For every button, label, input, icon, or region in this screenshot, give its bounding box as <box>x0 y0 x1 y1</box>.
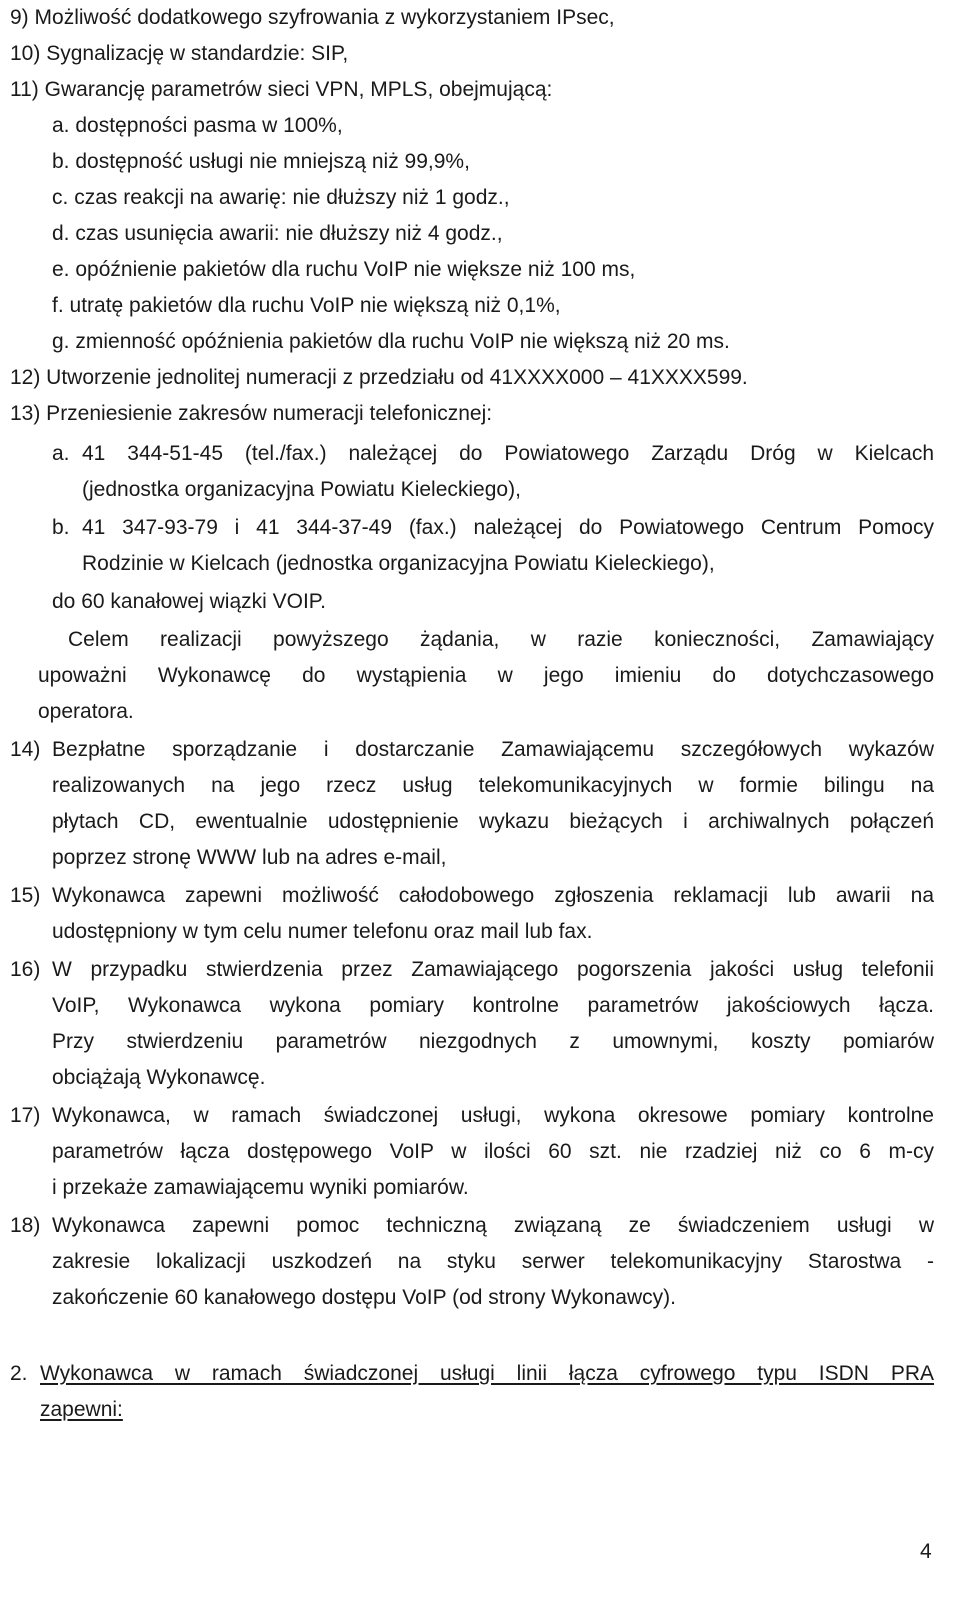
item-16-line-2: VoIP, Wykonawca wykona pomiary kontrolne parametrów jakościowych łącza. <box>52 994 934 1017</box>
sub-item-e <box>52 256 635 284</box>
sub-item-g <box>52 328 730 356</box>
item-17-line-3: i przekaże zamawiającemu wyniki pomiarów. <box>52 1176 469 1199</box>
item-18-line-1: Wykonawca zapewni pomoc techniczną związaną ze świadczeniem usługi w <box>52 1214 934 1237</box>
item-14-line-1: Bezpłatne sporządzanie i dostarczanie Zamawiającemu szczegółowych wykazów <box>52 738 934 761</box>
sub13-b-line2: Rodzinie w Kielcach (jednostka organizacyjna Powiatu Kieleckiego), <box>82 552 715 575</box>
list-item-10 <box>10 40 348 68</box>
sub13-a-line1: 41 344-51-45 (tel./fax.) należącej do Powiatowego Zarządu Dróg w Kielcach <box>82 442 934 465</box>
paragraph-line-3: operatora. <box>38 700 134 723</box>
item-15-line-1: Wykonawca zapewni możliwość całodobowego zgłoszenia reklamacji lub awarii na <box>52 884 934 907</box>
sub13-a-line2: (jednostka organizacyjna Powiatu Kieleckiego), <box>82 478 521 501</box>
sub-item-d <box>52 220 503 248</box>
sub-text: zmienność opóźnienia pakietów dla ruchu VoIP nie większą niż 20 ms. <box>75 330 730 353</box>
sub-item-c <box>52 184 510 212</box>
item-text: Możliwość dodatkowego szyfrowania z wykorzystaniem IPsec, <box>34 6 615 29</box>
item-14-line-4: poprzez stronę WWW lub na adres e-mail, <box>52 846 447 869</box>
sub-letter: f. <box>52 294 64 317</box>
item-14-line-3: płytach CD, ewentualnie udostępnienie wykazu bieżących i archiwalnych połączeń <box>52 810 934 833</box>
item-16-number: 16) <box>10 958 41 981</box>
sub13-b-letter: b. <box>52 516 70 539</box>
sub-letter: a. <box>52 114 70 137</box>
item-17-line-1: Wykonawca, w ramach świadczonej usługi, wykona okresowe pomiary kontrolne <box>52 1104 934 1127</box>
list-item-13: 13) Przeniesienie zakresów numeracji telefonicznej: <box>10 402 493 425</box>
item-18-line-2: zakresie lokalizacji uszkodzeń na styku serwer telekomunikacyjny Starostwa - <box>52 1250 934 1273</box>
list-item-12: 12) Utworzenie jednolitej numeracji z przedziału od 41XXXX000 – 41XXXX599. <box>10 366 748 389</box>
item-16-line-4: obciążają Wykonawcę. <box>52 1066 266 1089</box>
item-14-line-2: realizowanych na jego rzecz usług telekomunikacyjnych w formie bilingu na <box>52 774 934 797</box>
item-text: Gwarancję parametrów sieci VPN, MPLS, obejmującą: <box>44 78 553 101</box>
item-number: 10) <box>10 42 41 65</box>
list-item-9 <box>10 4 615 32</box>
item-17-number: 17) <box>10 1104 41 1127</box>
item-text: Sygnalizację w standardzie: SIP, <box>46 42 349 65</box>
item-16-line-1: W przypadku stwierdzenia przez Zamawiającego pogorszenia jakości usług telefonii <box>52 958 934 981</box>
page-number: 4 <box>920 1540 932 1563</box>
sub-text: czas reakcji na awarię: nie dłuższy niż 1 godz., <box>74 186 510 209</box>
sub13-b-line1: 41 347-93-79 i 41 344-37-49 (fax.) należącej do Powiatowego Centrum Pomocy <box>82 516 934 539</box>
item-15-line-2: udostępniony w tym celu numer telefonu oraz mail lub fax. <box>52 920 593 943</box>
sub-item-b <box>52 148 470 176</box>
sub-item-a <box>52 112 343 140</box>
sub-letter: g. <box>52 330 70 353</box>
sub13-a-letter: a. <box>52 442 70 465</box>
item-18-number: 18) <box>10 1214 41 1237</box>
item-16-line-3: Przy stwierdzeniu parametrów niezgodnych z umownymi, koszty pomiarów <box>52 1030 934 1053</box>
item-number: 9) <box>10 6 29 29</box>
item-number: 11) <box>10 78 39 101</box>
section-2-line-2: zapewni: <box>40 1398 123 1421</box>
item-17-line-2: parametrów łącza dostępowego VoIP w ilości 60 szt. nie rzadziej niż co 6 m-cy <box>52 1140 934 1163</box>
section-2-number: 2. <box>10 1362 28 1385</box>
item-18-line-3: zakończenie 60 kanałowego dostępu VoIP (od strony Wykonawcy). <box>52 1286 676 1309</box>
list-item-11 <box>10 76 552 104</box>
paragraph-line-1: Celem realizacji powyższego żądania, w razie konieczności, Zamawiający <box>68 628 934 651</box>
paragraph-line-2: upoważni Wykonawcę do wystąpienia w jego imieniu do dotychczasowego <box>38 664 934 687</box>
sub-text: dostępność usługi nie mniejszą niż 99,9%, <box>75 150 470 173</box>
sub-letter: b. <box>52 150 70 173</box>
sub-text: dostępności pasma w 100%, <box>75 114 343 137</box>
sub-text: utratę pakietów dla ruchu VoIP nie większą niż 0,1%, <box>69 294 561 317</box>
sub-item-f <box>52 292 561 320</box>
item-15-number: 15) <box>10 884 41 907</box>
sub-text: czas usunięcia awarii: nie dłuższy niż 4 godz., <box>75 222 503 245</box>
sub13-tail: do 60 kanałowej wiązki VOIP. <box>52 590 326 613</box>
sub-text: opóźnienie pakietów dla ruchu VoIP nie większe niż 100 ms, <box>75 258 636 281</box>
item-14-number: 14) <box>10 738 41 761</box>
sub-letter: e. <box>52 258 70 281</box>
section-2-line-1: Wykonawca w ramach świadczonej usługi linii łącza cyfrowego typu ISDN PRA <box>40 1362 934 1385</box>
sub-letter: c. <box>52 186 69 209</box>
sub-letter: d. <box>52 222 70 245</box>
